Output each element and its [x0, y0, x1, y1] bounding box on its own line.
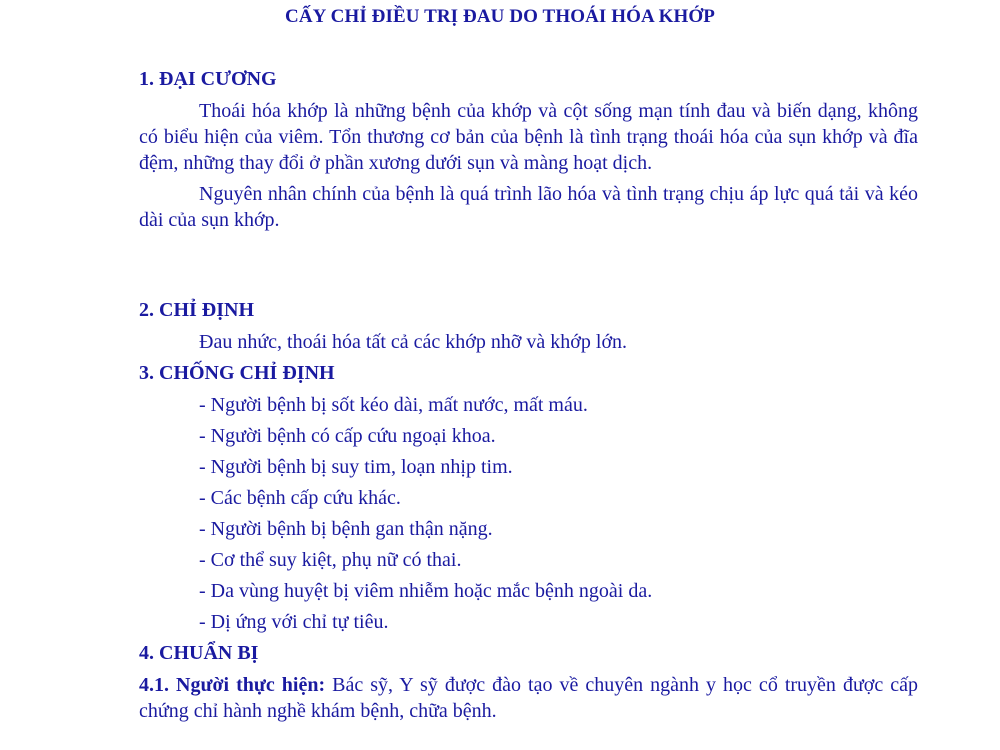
contraindication-item: - Dị ứng với chỉ tự tiêu.	[199, 611, 389, 633]
contraindication-item: - Các bệnh cấp cứu khác.	[199, 487, 401, 509]
contraindication-item: - Người bệnh bị bệnh gan thận nặng.	[199, 518, 493, 540]
paragraph-cause: Nguyên nhân chính của bệnh là quá trình lão hóa và tình trạng chịu áp lực quá tải và kéo dài của sụn khớp.	[139, 183, 918, 231]
contraindication-item: - Cơ thể suy kiệt, phụ nữ có thai.	[199, 549, 462, 571]
contraindication-item: - Da vùng huyệt bị viêm nhiễm hoặc mắc bệnh ngoài da.	[199, 580, 653, 602]
subsection-nguoi-thuc-hien	[139, 672, 918, 724]
section-heading-chong-chi-dinh: 3. CHỐNG CHỈ ĐỊNH	[139, 362, 335, 384]
section-chi-dinh	[139, 297, 918, 355]
section-heading-dai-cuong: 1. ĐẠI CƯƠNG	[139, 68, 277, 90]
section-chong-chi-dinh	[139, 360, 918, 635]
section-chuan-bi	[139, 640, 918, 724]
indication-text: Đau nhức, thoái hóa tất cả các khớp nhỡ và khớp lớn.	[199, 331, 628, 353]
contraindication-item: - Người bệnh bị sốt kéo dài, mất nước, mất máu.	[199, 394, 588, 416]
paragraph-definition: Thoái hóa khớp là những bệnh của khớp và cột sống mạn tính đau và biến dạng, không có biểu hiện của viêm. Tổn thương cơ bản của bệnh là tình trạng thoái hóa của sụn khớp và đĩa đệm, những thay đổi ở phần xương dưới sụn và màng hoạt dịch.	[139, 100, 918, 174]
contraindication-item: - Người bệnh bị suy tim, loạn nhịp tim.	[199, 456, 513, 478]
section-dai-cuong	[139, 66, 918, 233]
section-heading-chuan-bi: 4. CHUẨN BỊ	[139, 642, 259, 664]
subsection-text: Bác sỹ, Y sỹ được đào tạo về chuyên ngành y học cổ truyền được cấp chứng chỉ hành nghề khám bệnh, chữa bệnh.	[139, 674, 918, 722]
section-heading-chi-dinh: 2. CHỈ ĐỊNH	[139, 299, 255, 321]
subsection-label: 4.1. Người thực hiện:	[139, 674, 326, 696]
contraindication-item: - Người bệnh có cấp cứu ngoại khoa.	[199, 425, 496, 447]
document-title: CẤY CHỈ ĐIỀU TRỊ ĐAU DO THOÁI HÓA KHỚP	[285, 6, 715, 27]
